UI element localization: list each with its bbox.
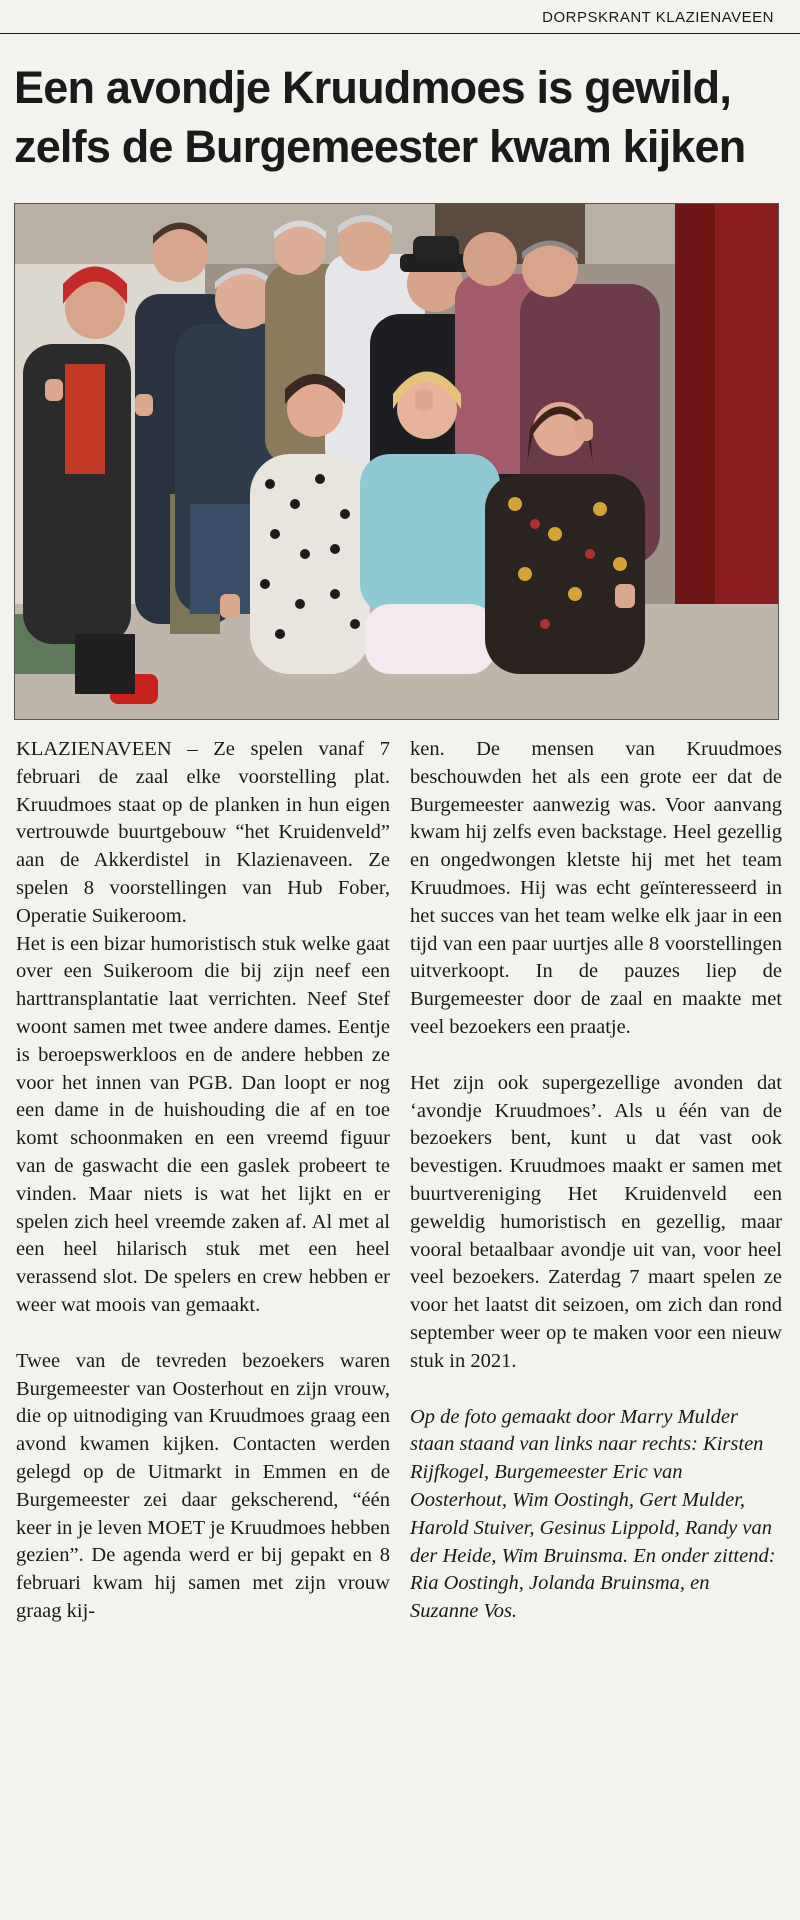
headline-line-2: zelfs de Burgemeester kwam kijken <box>14 121 746 172</box>
page-header <box>0 0 800 36</box>
headline-line-1: Een avondje Kruudmoes is gewild, <box>14 62 732 113</box>
article-paragraph: Het zijn ook supergezellige avonden dat ‘avondje Kruudmoes’. Als u één van de bezoekers bent, kunt u dat vast ook bevestigen. Kruudmoes maakt er samen met buurtvereniging Het Kruidenveld een geweldig humoristisch en gezellig, maar vooral betaalbaar avondje uit van, voor heel veel bezoekers. Zaterdag 7 maart spelen ze voor het laatst dit seizoen, om zich dan rond september weer op te maken voor een nieuw stuk in 2021. <box>410 1071 782 1372</box>
headline <box>14 58 784 176</box>
article-paragraph: Het is een bizar humoristisch stuk welke gaat over een Suikeroom die bij zijn neef een harttransplantatie laat verrichten. Neef Stef woont samen met twee andere dames. Eentje is beroepswerkloos en de andere hebben ze voor het innen van PGB. Dan loopt er nog een dame in de huishouding die af en toe komt schoonmaken en een vreemd figuur van de gaswacht die een gaslek probeert te vinden. Maar niets is wat het lijkt en er spelen zich heel vreemde zaken af. Al met al een heel hilarisch stuk met een heel verassend slot. De spelers en crew hebben er weer wat moois van gemaakt. <box>16 932 390 1316</box>
article-paragraph: KLAZIENAVEEN – Ze spelen vanaf 7 februari de zaal elke voorstelling plat. Kruudmoes staat op de planken in hun eigen vertrouwde buurtgebouw “het Kruidenveld” aan de Akkerdistel in Klazienaveen. Ze spelen 8 voorstellingen van Hub Fober, Operatie Suikeroom. <box>16 738 390 927</box>
photo-caption: Op de foto gemaakt door Marry Mulder staan staand van links naar rechts: Kirsten Rijfkogel, Burgemeester Eric van Oosterhout, Wim Oostingh, Gert Mulder, Harold Stuiver, Gesinus Lippold, Randy van der Heide, Wim Bruinsma. En onder zittend: Ria Oostingh, Jolanda Bruinsma, en Suzanne Vos. <box>410 1405 776 1623</box>
group-photo-illustration <box>15 204 778 719</box>
section-name: DORPSKRANT KLAZIENAVEEN <box>542 9 774 26</box>
header-rule <box>0 33 800 34</box>
group-photo <box>14 203 779 720</box>
article-paragraph: Twee van de tevreden bezoekers waren Burgemeester van Oosterhout en zijn vrouw, die op uitnodiging van Kruudmoes graag een avond kwamen kijken. Contacten werden gelegd op de Uitmarkt in Emmen en de Burgemeester zei daar gekscherend, “één keer in je leven MOET je Kruudmoes hebben gezien”. De agenda werd er bij gepakt en 8 februari kwam hij samen met zijn vrouw graag kij- <box>16 1349 390 1622</box>
article-column-left <box>16 736 390 1626</box>
article-paragraph: ken. De mensen van Kruudmoes beschouwden het als een grote eer dat de Burgemeester aanwezig was. Voor aanvang kwam hij zelfs even backstage. Heel gezellig en ongedwongen kletste hij met het team Kruudmoes. Hij was echt geïnteresseerd in het succes van het team welke elk jaar in een tijd van een paar uurtjes alle 8 voorstellingen uitverkoopt. In de pauzes liep de Burgemeester door de zaal en maakte met veel bezoekers een praatje. <box>410 738 782 1038</box>
article-column-right <box>410 736 782 1626</box>
